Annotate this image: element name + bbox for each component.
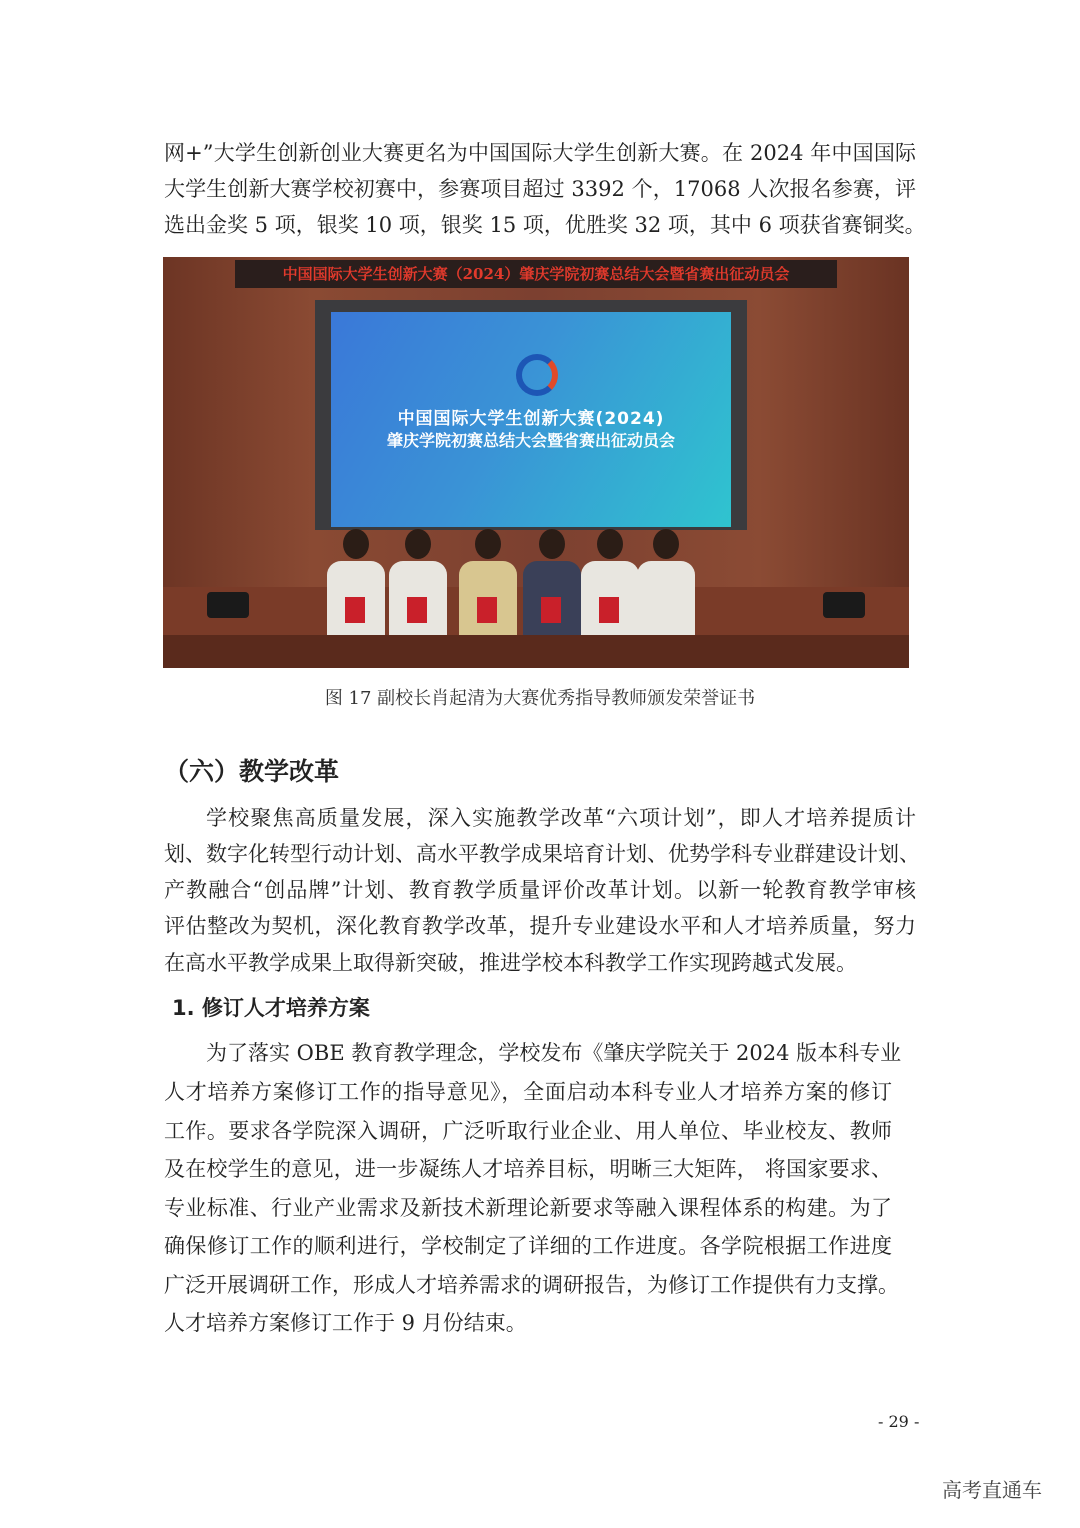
watermark: 高考直通车 — [942, 1478, 1042, 1502]
text-line: 为了落实 OBE 教育教学理念，学校发布《肇庆学院关于 2024 版本科专业 — [206, 1041, 902, 1065]
certificate — [541, 597, 561, 623]
certificate — [477, 597, 497, 623]
front-table — [163, 635, 909, 668]
text-line: 学校聚焦高质量发展，深入实施教学改革“六项计划”，即人才培养提质计 — [206, 806, 916, 830]
screen-title: 中国国际大学生创新大赛(2024) — [397, 409, 665, 429]
certificate — [599, 597, 619, 623]
text-line: 大学生创新大赛学校初赛中，参赛项目超过 3392 个，17068 人次报名参赛，评 — [164, 177, 916, 201]
event-photo — [163, 257, 909, 668]
text-line: 及在校学生的意见，进一步凝练人才培养目标，明晰三大矩阵， 将国家要求、 — [164, 1157, 892, 1181]
projection-screen — [331, 312, 731, 527]
text-line: 网+”大学生创新创业大赛更名为中国国际大学生创新大赛。在 2024 年中国国际 — [164, 141, 916, 165]
text-line: 专业标准、行业产业需求及新技术新理论新要求等融入课程体系的构建。为了 — [164, 1196, 892, 1220]
text-line: 在高水平教学成果上取得新突破，推进学校本科教学工作实现跨越式发展。 — [164, 951, 857, 975]
figure-caption: 图 17 副校长肖起清为大赛优秀指导教师颁发荣誉证书 — [324, 688, 756, 709]
text-line: 评估整改为契机，深化教育教学改革，提升专业建设水平和人才培养质量，努力 — [164, 914, 916, 938]
subsection-heading: 1. 修订人才培养方案 — [172, 996, 370, 1020]
certificate — [407, 597, 427, 623]
speaker-icon — [207, 592, 249, 618]
text-line: 工作。要求各学院深入调研，广泛听取行业企业、用人单位、毕业校友、教师 — [164, 1119, 892, 1143]
text-line: 人才培养方案修订工作于 9 月份结束。 — [164, 1311, 527, 1335]
text-line: 选出金奖 5 项，银奖 10 项，银奖 15 项，优胜奖 32 项，其中 6 项获省赛铜奖。 — [164, 213, 926, 237]
text-line: 划、数字化转型行动计划、高水平教学成果培育计划、优势学科专业群建设计划、 — [164, 842, 920, 866]
speaker-icon — [823, 592, 865, 618]
section-heading: （六）教学改革 — [164, 757, 340, 786]
page-number: - 29 - — [878, 1412, 920, 1431]
led-banner: 中国国际大学生创新大赛（2024）肇庆学院初赛总结大会暨省赛出征动员会 — [235, 260, 837, 288]
text-line: 确保修订工作的顺利进行，学校制定了详细的工作进度。各学院根据工作进度 — [164, 1234, 892, 1258]
competition-logo-icon — [516, 354, 558, 396]
text-line: 人才培养方案修订工作的指导意见》，全面启动本科专业人才培养方案的修订 — [164, 1080, 892, 1104]
text-line: 产教融合“创品牌”计划、教育教学质量评价改革计划。以新一轮教育教学审核 — [164, 878, 916, 902]
certificate — [345, 597, 365, 623]
screen-subtitle: 肇庆学院初赛总结大会暨省赛出征动员会 — [386, 431, 675, 450]
text-line: 广泛开展调研工作，形成人才培养需求的调研报告，为修订工作提供有力支撑。 — [164, 1273, 899, 1297]
